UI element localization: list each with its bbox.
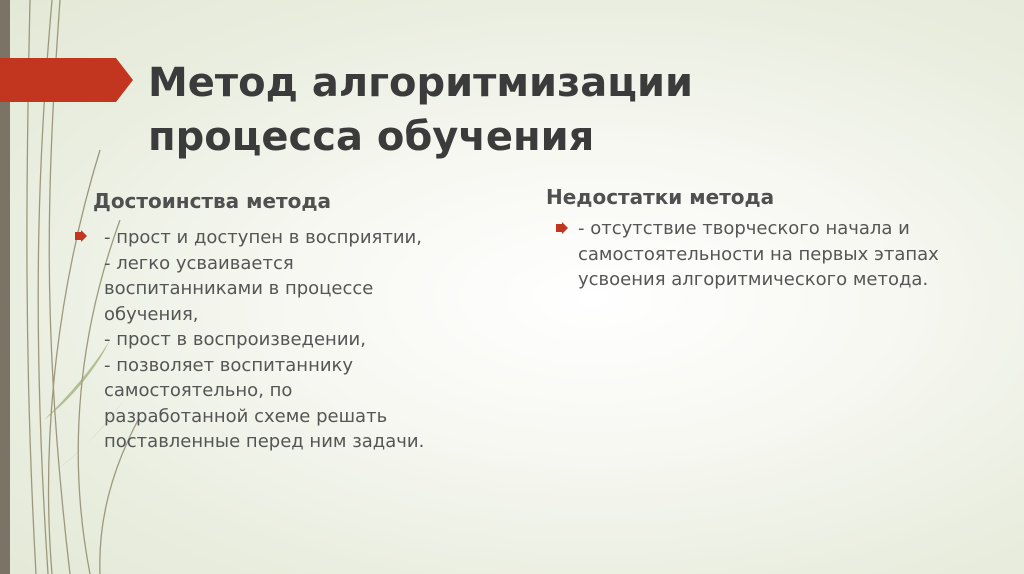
arrow-bullet-icon	[75, 230, 87, 242]
disadvantages-heading: Недостатки метода	[546, 185, 775, 209]
disadvantages-text: - отсутствие творческого начала и самостоятельности на первых этапах усвоения алгоритмического метода.	[578, 218, 939, 290]
title-accent-arrow	[0, 58, 133, 102]
slide-title: Метод алгоритмизации процесса обучения	[148, 60, 693, 160]
advantages-text: - прост и доступен в восприятии, - легко усваивается воспитанниками в процессе обучения, - прост в воспроизведении, - позволяет воспитаннику самостоятельно, по разработанной схеме решать поставленные перед ним задачи.	[104, 227, 425, 452]
advantages-heading: Достоинства метода	[93, 189, 332, 213]
arrow-bullet-icon	[556, 222, 568, 234]
